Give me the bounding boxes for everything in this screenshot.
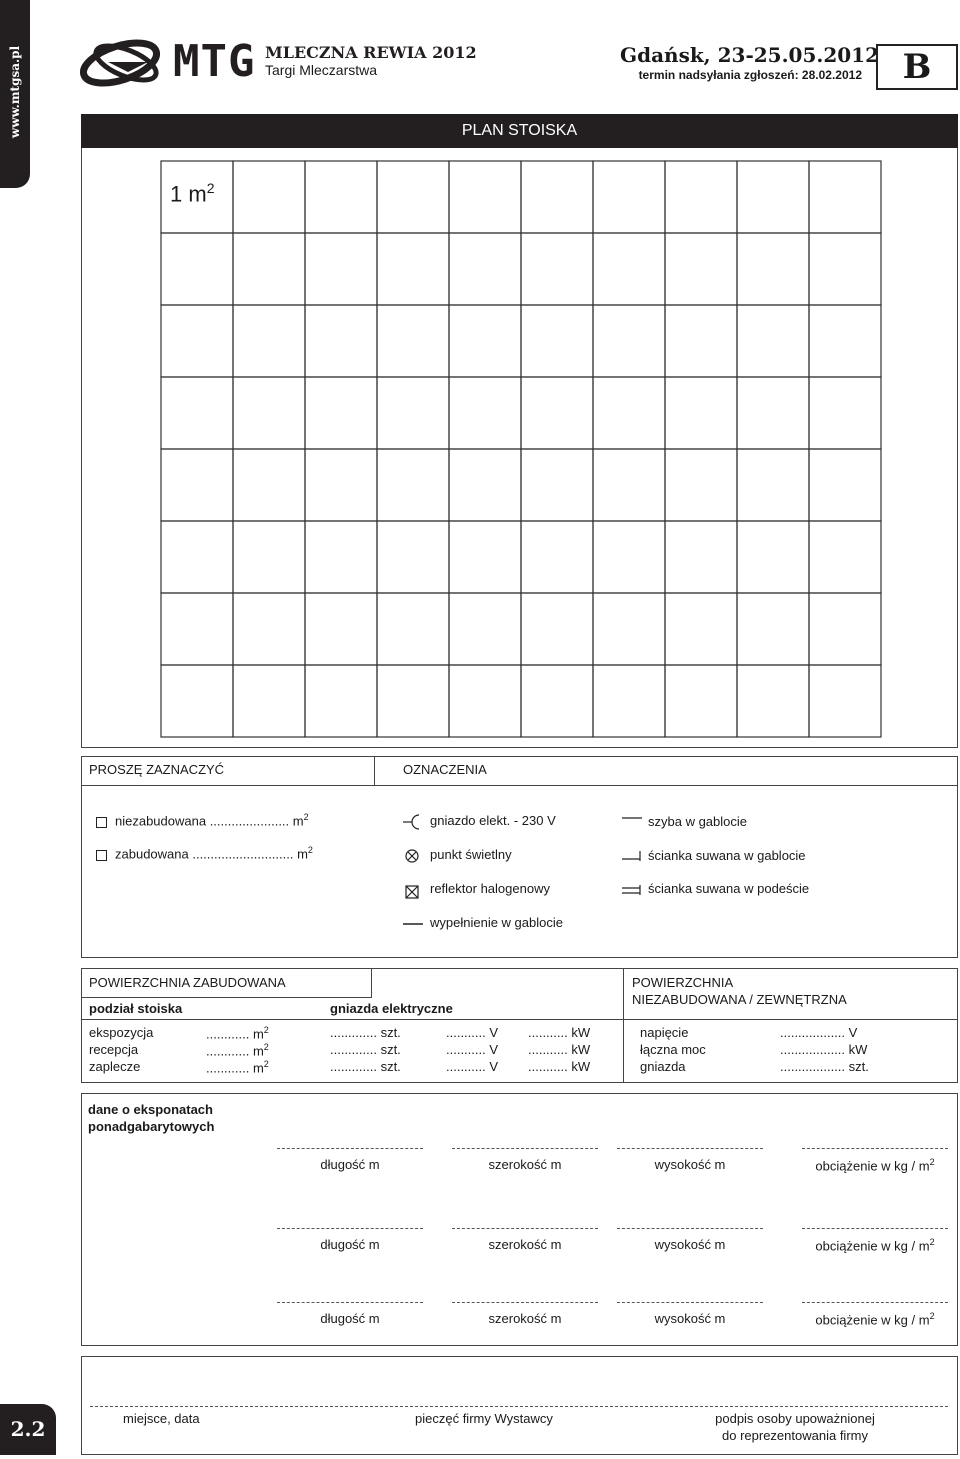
oversize-label: długość m: [320, 1157, 380, 1172]
signature-dashed-line[interactable]: [90, 1406, 948, 1407]
grid-cell[interactable]: [809, 161, 881, 233]
scale-label: 1 $m^2$: [170, 180, 215, 207]
website-url: www.mtgsa.pl: [8, 45, 22, 139]
grid-cell[interactable]: [161, 161, 233, 233]
legend-title: OZNACZENIA: [403, 762, 487, 777]
grid-cell[interactable]: [377, 233, 449, 305]
unbuilt-row-value[interactable]: .................. V: [780, 1025, 858, 1040]
built-row-area[interactable]: ............ $m^2$: [206, 1042, 269, 1059]
grid-cell[interactable]: [305, 305, 377, 377]
grid-cell[interactable]: [809, 233, 881, 305]
built-row-pcs[interactable]: ............. szt.: [330, 1059, 401, 1074]
grid-cell[interactable]: [665, 377, 737, 449]
oversize-input-line[interactable]: [452, 1148, 598, 1149]
grid-cell[interactable]: [161, 593, 233, 665]
side-tab: [0, 0, 30, 188]
oversize-label: wysokość m: [654, 1157, 726, 1172]
grid-cell[interactable]: [809, 305, 881, 377]
grid-cell[interactable]: [449, 665, 521, 737]
built-row-pcs[interactable]: ............. szt.: [330, 1042, 401, 1057]
built-row-power[interactable]: ........... kW: [528, 1025, 591, 1040]
grid-cell[interactable]: [665, 161, 737, 233]
unbuilt-checkbox[interactable]: [96, 817, 107, 828]
grid-cell[interactable]: [737, 665, 809, 737]
oversize-input-line[interactable]: [277, 1302, 423, 1303]
grid-cell[interactable]: [665, 449, 737, 521]
event-title: MLECZNA REWIA 2012: [265, 43, 477, 62]
stamp-label: pieczęć firmy Wystawcy: [415, 1411, 553, 1426]
grid-cell[interactable]: [593, 449, 665, 521]
grid-cell[interactable]: [521, 233, 593, 305]
please-mark-title: PROSZĘ ZAZNACZYĆ: [89, 762, 225, 777]
built-area-rule: [81, 997, 371, 998]
grid-cell[interactable]: [737, 521, 809, 593]
built-row-name[interactable]: ekspozycja: [89, 1025, 154, 1040]
built-col2-label: gniazda elektryczne: [330, 1001, 453, 1016]
socket-icon: [403, 814, 423, 830]
glass-line-icon: [622, 816, 642, 820]
grid-cell[interactable]: [233, 161, 305, 233]
built-header-divider: [371, 968, 372, 998]
grid-cell[interactable]: [593, 305, 665, 377]
oversize-input-line[interactable]: [277, 1148, 423, 1149]
mtg-logo-icon: [78, 28, 168, 98]
sliding-wall-icon: [622, 849, 642, 863]
grid-cell[interactable]: [305, 449, 377, 521]
grid-cell[interactable]: [521, 521, 593, 593]
unbuilt-row-name: napięcie: [640, 1025, 689, 1040]
oversize-input-line[interactable]: [452, 1228, 598, 1229]
grid-cell[interactable]: [593, 593, 665, 665]
registered-mark: ®: [81, 63, 89, 74]
grid-cell[interactable]: [737, 305, 809, 377]
oversize-label: wysokość m: [654, 1237, 726, 1252]
grid-cell[interactable]: [161, 233, 233, 305]
oversize-label: szerokość m: [488, 1237, 562, 1252]
built-col1-label: podział stoiska: [89, 1001, 183, 1016]
oversize-input-line[interactable]: [802, 1228, 948, 1229]
built-checkbox[interactable]: [96, 850, 107, 861]
grid-cell[interactable]: [521, 377, 593, 449]
grid-cell[interactable]: [665, 521, 737, 593]
grid-cell[interactable]: [737, 161, 809, 233]
unbuilt-row-name: gniazda: [640, 1059, 686, 1074]
grid-cell[interactable]: [161, 665, 233, 737]
grid-cell[interactable]: [521, 593, 593, 665]
built-area-title: POWIERZCHNIA ZABUDOWANA: [89, 975, 286, 990]
grid-cell[interactable]: [305, 377, 377, 449]
area-divider: [623, 968, 624, 1083]
oversize-label: szerokość m: [488, 1157, 562, 1172]
grid-cell[interactable]: [305, 161, 377, 233]
page-number: 2.2: [0, 1404, 56, 1455]
oversize-input-line[interactable]: [802, 1302, 948, 1303]
plan-title-bar: [81, 114, 958, 148]
grid-cell[interactable]: [809, 665, 881, 737]
grid-cell[interactable]: [233, 305, 305, 377]
oversize-label: długość m: [320, 1237, 380, 1252]
unbuilt-title-1: POWIERZCHNIA: [632, 975, 734, 990]
grid-cell[interactable]: [161, 521, 233, 593]
grid-cell[interactable]: [737, 377, 809, 449]
grid-cell[interactable]: [449, 233, 521, 305]
fill-line-icon: [403, 922, 423, 926]
grid-cell[interactable]: [377, 377, 449, 449]
oversize-input-line[interactable]: [617, 1148, 763, 1149]
grid-cell[interactable]: [809, 377, 881, 449]
grid-cell[interactable]: [665, 233, 737, 305]
oversize-label: obciążenie w kg / $m^2$: [815, 1311, 935, 1328]
grid-cell[interactable]: [665, 593, 737, 665]
grid-cell[interactable]: [377, 593, 449, 665]
oversize-label: szerokość m: [488, 1311, 562, 1326]
oversize-label: obciążenie w kg / $m^2$: [815, 1237, 935, 1254]
oversize-label: obciążenie w kg / $m^2$: [815, 1157, 935, 1174]
grid-cell[interactable]: [521, 449, 593, 521]
grid-cell[interactable]: [233, 377, 305, 449]
unbuilt-row-value[interactable]: .................. kW: [780, 1042, 868, 1057]
oversize-title-2: ponadgabarytowych: [88, 1119, 215, 1134]
grid-cell[interactable]: [305, 233, 377, 305]
grid-cell[interactable]: [593, 161, 665, 233]
grid-cell[interactable]: [305, 521, 377, 593]
built-option: zabudowana ............................ $m^2$: [115, 845, 313, 862]
grid-cell[interactable]: [593, 665, 665, 737]
grid-cell[interactable]: [593, 233, 665, 305]
built-row-power[interactable]: ........... kW: [528, 1059, 591, 1074]
header-divider: [374, 756, 375, 786]
unbuilt-row-value[interactable]: .................. szt.: [780, 1059, 869, 1074]
grid-cell[interactable]: [233, 593, 305, 665]
grid-cell[interactable]: [377, 305, 449, 377]
grid-cell[interactable]: [377, 665, 449, 737]
grid-cell[interactable]: [809, 593, 881, 665]
light-point-icon: [405, 849, 419, 863]
grid-cell[interactable]: [161, 305, 233, 377]
grid-cell[interactable]: [377, 449, 449, 521]
built-row-voltage[interactable]: ........... V: [446, 1042, 499, 1057]
grid-cell[interactable]: [449, 161, 521, 233]
form-letter-box: B: [876, 44, 958, 90]
grid-cell[interactable]: [521, 161, 593, 233]
oversize-input-line[interactable]: [617, 1302, 763, 1303]
built-row-name[interactable]: recepcja: [89, 1042, 139, 1057]
built-row-voltage[interactable]: ........... V: [446, 1059, 499, 1074]
grid-cell[interactable]: [665, 665, 737, 737]
place-date-label: miejsce, data: [123, 1411, 200, 1426]
plan-title: PLAN STOISKA: [461, 122, 578, 139]
grid-cell[interactable]: [449, 377, 521, 449]
oversize-input-line[interactable]: [802, 1148, 948, 1149]
grid-cell[interactable]: [233, 521, 305, 593]
legend-halogen-label: reflektor halogenowy: [430, 881, 550, 896]
legend-fill-label: wypełnienie w gablocie: [430, 915, 563, 930]
plan-grid[interactable]: [160, 160, 882, 738]
grid-cell[interactable]: [377, 161, 449, 233]
grid-cell[interactable]: [161, 377, 233, 449]
legend-sliding-wall-label: ścianka suwana w gablocie: [648, 848, 806, 863]
signature-label-2: do reprezentowania firmy: [722, 1428, 868, 1443]
grid-cell[interactable]: [665, 305, 737, 377]
signature-label-1: podpis osoby upoważnionej: [715, 1411, 875, 1426]
oversize-label: długość m: [320, 1311, 380, 1326]
legend-glass-label: szyba w gablocie: [648, 814, 747, 829]
logo-text: MTG: [173, 36, 256, 87]
deadline: termin nadsyłania zgłoszeń: 28.02.2012: [638, 68, 862, 82]
built-table-rule: [81, 1019, 623, 1020]
unbuilt-option: niezabudowana ...................... $m^2$: [115, 812, 309, 829]
grid-cell[interactable]: [449, 521, 521, 593]
oversize-input-line[interactable]: [452, 1302, 598, 1303]
grid-cell[interactable]: [809, 449, 881, 521]
unbuilt-table-rule: [623, 1019, 958, 1020]
grid-cell[interactable]: [449, 593, 521, 665]
grid-cell[interactable]: [737, 593, 809, 665]
legend-socket-label: gniazdo elekt. - 230 V: [430, 813, 556, 828]
grid-cell[interactable]: [737, 449, 809, 521]
legend-sliding-platform-label: ścianka suwana w podeście: [648, 881, 810, 896]
oversize-input-line[interactable]: [277, 1228, 423, 1229]
halogen-icon: [405, 885, 419, 899]
grid-cell[interactable]: [305, 593, 377, 665]
built-row-voltage[interactable]: ........... V: [446, 1025, 499, 1040]
event-subtitle: Targi Mleczarstwa: [265, 62, 378, 78]
grid-cell[interactable]: [449, 449, 521, 521]
oversize-label: wysokość m: [654, 1311, 726, 1326]
grid-cell[interactable]: [233, 233, 305, 305]
grid-cell[interactable]: [593, 377, 665, 449]
oversize-title-1: dane o eksponatach: [88, 1102, 213, 1117]
legend-light-label: punkt świetlny: [430, 847, 512, 862]
grid-cell[interactable]: [449, 305, 521, 377]
grid-cell[interactable]: [809, 521, 881, 593]
grid-cell[interactable]: [521, 305, 593, 377]
unbuilt-row-name: łączna moc: [640, 1042, 706, 1057]
built-row-area[interactable]: ............ $m^2$: [206, 1025, 269, 1042]
grid-cell[interactable]: [593, 521, 665, 593]
sliding-platform-icon: [622, 883, 642, 897]
grid-cell[interactable]: [233, 665, 305, 737]
grid-cell[interactable]: [377, 521, 449, 593]
grid-cell[interactable]: [521, 665, 593, 737]
oversize-input-line[interactable]: [617, 1228, 763, 1229]
unbuilt-title-2: NIEZABUDOWANA / ZEWNĘTRZNA: [632, 992, 847, 1007]
built-row-power[interactable]: ........... kW: [528, 1042, 591, 1057]
grid-cell[interactable]: [737, 233, 809, 305]
location-dates: Gdańsk, 23-25.05.2012: [620, 43, 879, 67]
grid-cell[interactable]: [305, 665, 377, 737]
built-row-area[interactable]: ............ $m^2$: [206, 1059, 269, 1076]
grid-cell[interactable]: [233, 449, 305, 521]
grid-cell[interactable]: [161, 449, 233, 521]
built-row-name[interactable]: zaplecze: [89, 1059, 141, 1074]
built-row-pcs[interactable]: ............. szt.: [330, 1025, 401, 1040]
